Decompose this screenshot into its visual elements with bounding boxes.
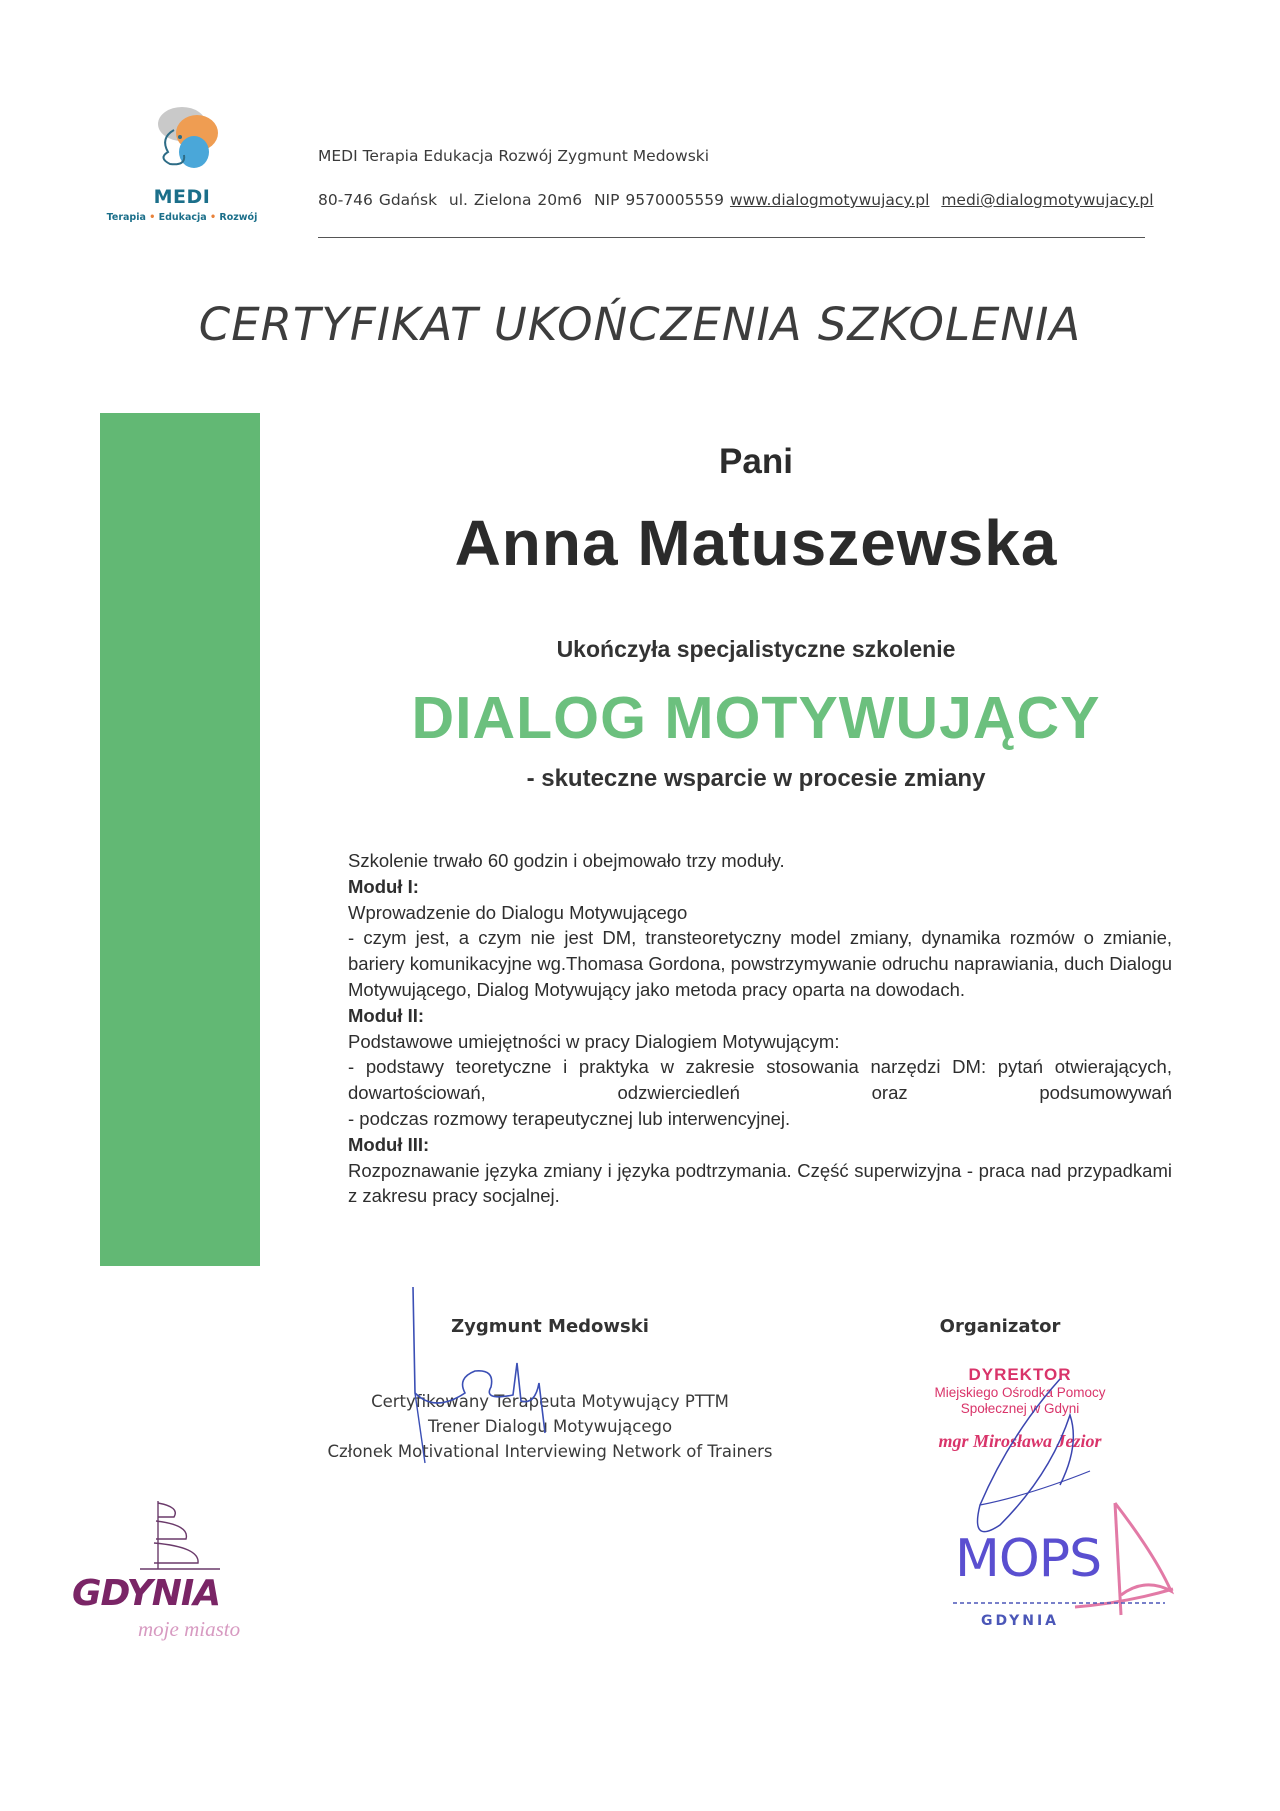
module-2-details-continued: - podczas rozmowy terapeutycznej lub interwencyjnej.: [348, 1107, 791, 1129]
gdynia-ship-icon: [70, 1495, 270, 1585]
mops-city: GDYNIA: [981, 1613, 1059, 1629]
gdynia-logo: [70, 1495, 270, 1655]
website-link[interactable]: www.dialogmotywujacy.pl: [729, 191, 930, 209]
module-1-heading: Moduł I:: [348, 875, 419, 897]
module-2-heading: Moduł II:: [348, 1004, 425, 1026]
trainer-handwritten-signature: [395, 1283, 655, 1473]
trainer-credential-2: Trener Dialogu Motywującego: [427, 1417, 673, 1436]
mops-wordmark: MOPS: [955, 1529, 1102, 1589]
logo-tagline: Terapia • Edukacja • Rozwój: [106, 212, 258, 223]
trainer-credential-3: Członek Motivational Interviewing Network of Trainers: [327, 1442, 773, 1461]
medi-logo-icon: [130, 100, 234, 190]
stamp-title: DYREKTOR: [968, 1365, 1072, 1384]
email-link[interactable]: medi@dialogmotywujacy.pl: [941, 191, 1154, 209]
module-1-details: - czym jest, a czym nie jest DM, transteoretyczny model zmiany, dynamika rozmów o zmianie, bariery komunikacyjne wg.Thomasa Gordona, powstrzymywanie odruchu naprawiania, duch Dialogu Motywującego, Dialog Motywujący jako metoda pracy oparta na dowodach.: [348, 927, 1172, 1000]
gdynia-wordmark: GDYNIA: [72, 1573, 221, 1614]
tagline-rozwoj: Rozwój: [219, 212, 258, 223]
medi-logo: [92, 100, 272, 230]
module-3-topic: Rozpoznawanie języka zmiany i języka podtrzymania. Część superwizyjna - praca nad przypadkami z zakresu pracy socjalnej.: [348, 1159, 1172, 1207]
trainer-name: Zygmunt Medowski: [451, 1316, 649, 1337]
trainer-credential-1: Certyfikowany Terapeuta Motywujący PTTM: [371, 1392, 729, 1411]
stamp-line-2: Społecznej w Gdyni: [960, 1401, 1080, 1416]
course-subtitle: - skuteczne wsparcie w procesie zmiany: [526, 765, 986, 792]
nip-number: NIP 9570005559: [593, 191, 725, 209]
salutation: Pani: [719, 442, 793, 481]
mops-logo: [945, 1495, 1175, 1635]
company-name: MEDI Terapia Edukacja Rozwój Zygmunt Medowski: [318, 147, 710, 165]
contact-line: [318, 191, 1154, 209]
tagline-edukacja: Edukacja: [158, 212, 207, 223]
participant-name: Anna Matuszewska: [454, 507, 1058, 579]
stamp-line-1: Miejskiego Ośrodka Pomocy: [934, 1385, 1106, 1400]
module-3-heading: Moduł III:: [348, 1133, 430, 1155]
training-intro: Szkolenie trwało 60 godzin i obejmowało trzy moduły.: [348, 850, 785, 871]
logo-word: MEDI: [153, 186, 211, 208]
certificate-title: CERTYFIKAT UKOŃCZENIA SZKOLENIA: [198, 298, 1082, 351]
course-title: DIALOG MOTYWUJĄCY: [411, 685, 1101, 751]
stamp-director-name: mgr Mirosława Jezior: [938, 1431, 1102, 1451]
street-address: ul. Zielona 20m6: [448, 191, 583, 209]
module-2-topic: Podstawowe umiejętności w pracy Dialogiem Motywującym:: [348, 1030, 840, 1052]
gdynia-motto: moje miasto: [138, 1617, 241, 1641]
training-description: [348, 848, 1172, 1209]
module-2-details: - podstawy teoretyczne i praktyka w zakresie stosowania narzędzi DM: pytań otwierających, dowartościowań, odzwierciedleń oraz podsumowywań: [348, 1056, 1172, 1104]
organizer-label: Organizator: [939, 1316, 1061, 1337]
tagline-terapia: Terapia: [106, 212, 146, 223]
module-1-topic: Wprowadzenie do Dialogu Motywującego: [348, 901, 688, 923]
completed-statement: Ukończyła specjalistyczne szkolenie: [556, 636, 956, 662]
header-divider: [318, 237, 1145, 238]
postal-address: 80-746 Gdańsk: [318, 191, 438, 209]
green-side-band: [100, 413, 260, 1266]
